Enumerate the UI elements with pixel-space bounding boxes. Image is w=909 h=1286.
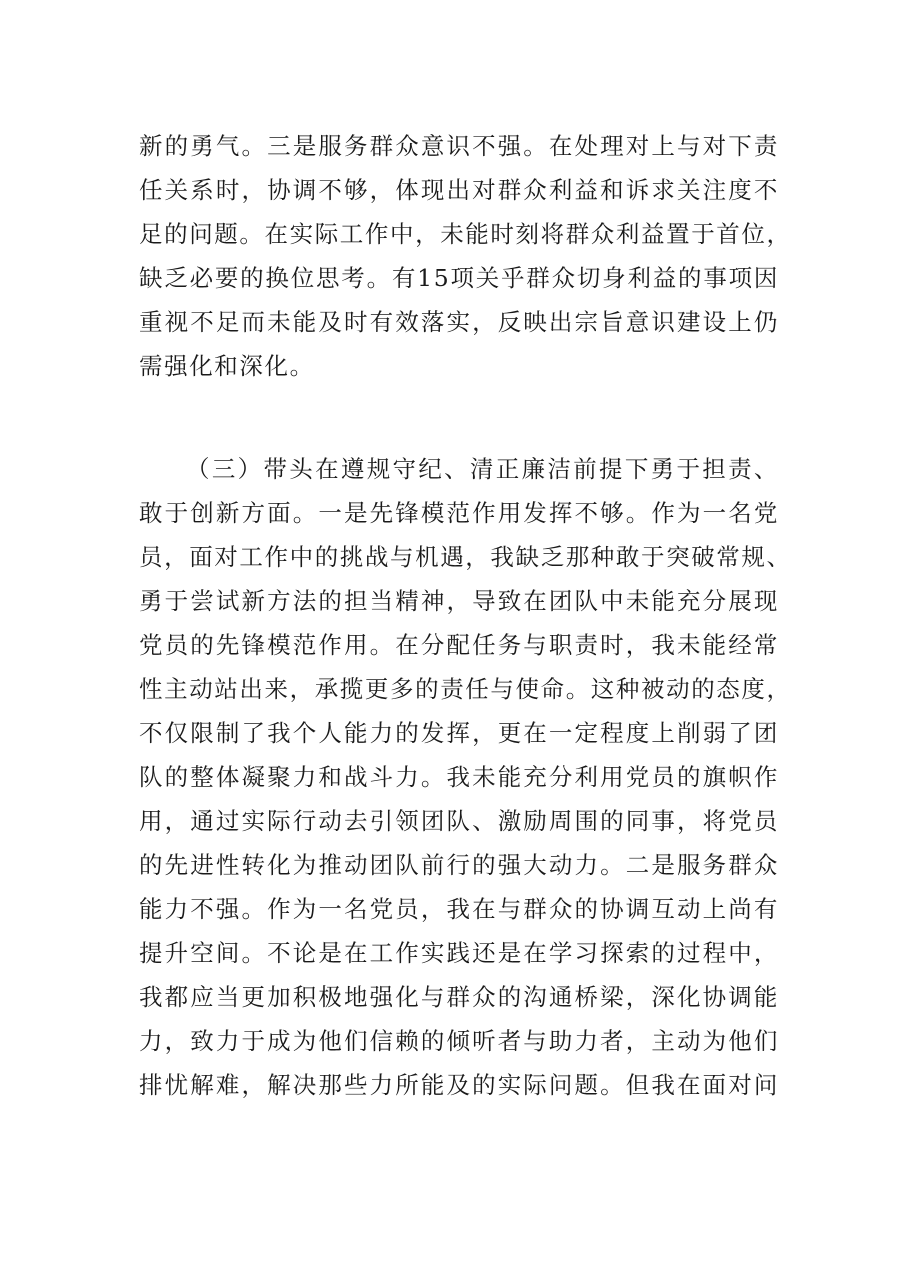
section-heading-line: （三）带头在遵规守纪、清正廉洁前提下勇于担责、 — [186, 455, 779, 483]
text-line: 新的勇气。三是服务群众意识不强。在处理对上与对下责 — [139, 132, 779, 160]
text-line: 敢于创新方面。一是先锋模范作用发挥不够。作为一名党 — [139, 499, 779, 527]
text-line: 不仅限制了我个人能力的发挥，更在一定程度上削弱了团 — [139, 719, 779, 747]
text-line: 提升空间。不论是在工作实践还是在学习探索的过程中， — [139, 939, 779, 967]
text-line: 用，通过实际行动去引领团队、激励周围的同事，将党员 — [139, 807, 779, 835]
text-line: 队的整体凝聚力和战斗力。我未能充分利用党员的旗帜作 — [139, 763, 779, 791]
text-line: 力，致力于成为他们信赖的倾听者与助力者，主动为他们 — [139, 1027, 779, 1055]
text-line: 足的问题。在实际工作中，未能时刻将群众利益置于首位， — [139, 220, 792, 248]
text-line: 的先进性转化为推动团队前行的强大动力。二是服务群众 — [139, 851, 779, 879]
text-line: 性主动站出来，承揽更多的责任与使命。这种被动的态度， — [139, 675, 792, 703]
text-line: 排忧解难，解决那些力所能及的实际问题。但我在面对问 — [139, 1071, 779, 1099]
text-line: 缺乏必要的换位思考。有15项关乎群众切身利益的事项因 — [139, 264, 779, 292]
text-line: 党员的先锋模范作用。在分配任务与职责时，我未能经常 — [139, 631, 779, 659]
text-line: 勇于尝试新方法的担当精神，导致在团队中未能充分展现 — [139, 587, 779, 615]
text-line: 员，面对工作中的挑战与机遇，我缺乏那种敢于突破常规、 — [139, 543, 792, 571]
text-line: 能力不强。作为一名党员，我在与群众的协调互动上尚有 — [139, 895, 779, 923]
text-line: 需强化和深化。 — [139, 352, 315, 380]
text-line: 重视不足而未能及时有效落实，反映出宗旨意识建设上仍 — [139, 308, 779, 336]
text-line: 我都应当更加积极地强化与群众的沟通桥梁，深化协调能 — [139, 983, 779, 1011]
text-line: 任关系时，协调不够，体现出对群众利益和诉求关注度不 — [139, 176, 779, 204]
